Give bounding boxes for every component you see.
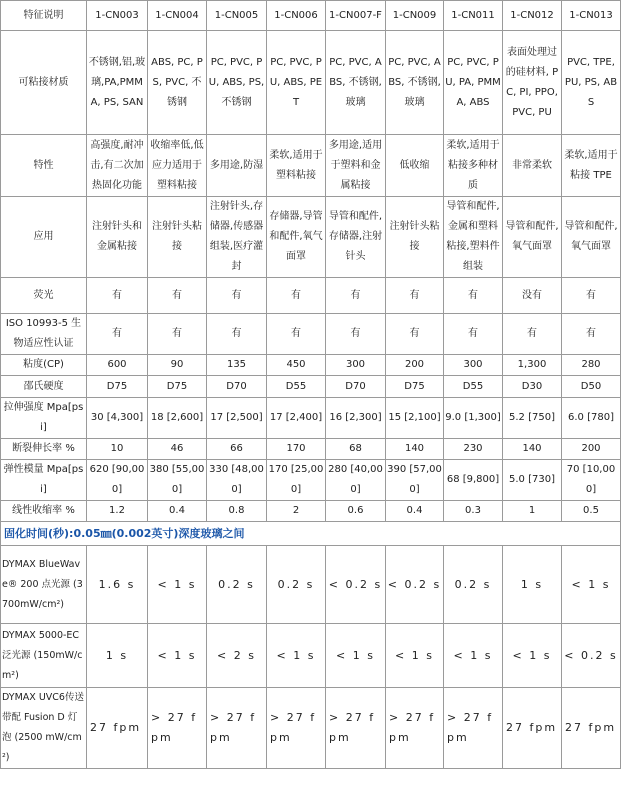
cure-time-value: 1 s [503, 546, 562, 624]
property-value: 300 [444, 355, 503, 376]
property-value: 非常柔软 [503, 135, 562, 197]
property-value: 17 [2,400] [267, 398, 326, 439]
property-value: PC, PVC, ABS, 不锈钢,玻璃 [386, 31, 444, 135]
cure-time-value: > 27 fpm [148, 688, 207, 769]
property-value: 表面处理过的硅材料, PC, PI, PPO, PVC, PU [503, 31, 562, 135]
property-value: 30 [4,300] [87, 398, 148, 439]
property-value: 280 [40,000] [326, 460, 386, 501]
property-value: ABS, PC, PS, PVC, 不锈钢 [148, 31, 207, 135]
product-code: 1-CN004 [148, 1, 207, 31]
property-value: 导管和配件,金属和塑料粘接,塑料件组装 [444, 197, 503, 278]
property-row [1, 278, 621, 314]
property-value: 450 [267, 355, 326, 376]
property-value: 380 [55,000] [148, 460, 207, 501]
property-value: 多用途,防湿 [207, 135, 267, 197]
property-value: D75 [87, 376, 148, 398]
cure-time-value: < 0.2 s [386, 546, 444, 624]
property-value: 多用途,适用于塑料和金属粘接 [326, 135, 386, 197]
light-source-label: DYMAX BlueWave® 200 点光源 (3700mW/cm²) [1, 546, 87, 624]
product-code: 1-CN005 [207, 1, 267, 31]
product-code: 1-CN011 [444, 1, 503, 31]
cure-time-value: < 1 s [562, 546, 621, 624]
property-value: 有 [562, 278, 621, 314]
cure-time-value: > 27 fpm [444, 688, 503, 769]
property-value: 17 [2,500] [207, 398, 267, 439]
product-code: 1-CN007-F [326, 1, 386, 31]
cure-time-value: < 2 s [207, 624, 267, 688]
property-value: 330 [48,000] [207, 460, 267, 501]
product-code: 1-CN009 [386, 1, 444, 31]
property-value: 导管和配件,氧气面罩 [503, 197, 562, 278]
property-value: 620 [90,000] [87, 460, 148, 501]
property-value: 柔软,适用于塑料粘接 [267, 135, 326, 197]
property-value: D55 [267, 376, 326, 398]
property-value: 有 [326, 314, 386, 355]
property-value: PC, PVC, PU, ABS, PET [267, 31, 326, 135]
property-value: 46 [148, 439, 207, 460]
cure-time-value: < 1 s [148, 546, 207, 624]
property-row [1, 501, 621, 522]
property-value: 柔软,适用于粘接多种材质 [444, 135, 503, 197]
property-value: 15 [2,100] [386, 398, 444, 439]
property-value: 16 [2,300] [326, 398, 386, 439]
property-label: ISO 10993-5 生物适应性认证 [1, 314, 87, 355]
property-value: 注射针头粘接 [148, 197, 207, 278]
property-value: 有 [207, 314, 267, 355]
cure-time-value: 27 fpm [87, 688, 148, 769]
property-label: 弹性模量 Mpa[psi] [1, 460, 87, 501]
property-value: 1,300 [503, 355, 562, 376]
light-source-label: DYMAX UVC6传送带配 Fusion D 灯泡 (2500 mW/cm²) [1, 688, 87, 769]
property-value: 有 [148, 314, 207, 355]
cure-time-value: 0.2 s [267, 546, 326, 624]
product-code: 1-CN012 [503, 1, 562, 31]
property-label: 特性 [1, 135, 87, 197]
property-value: 0.4 [386, 501, 444, 522]
property-value: D55 [444, 376, 503, 398]
cure-time-value: 1.6 s [87, 546, 148, 624]
property-label: 荧光 [1, 278, 87, 314]
property-value: 注射针头粘接 [386, 197, 444, 278]
property-value: D30 [503, 376, 562, 398]
property-value: 140 [503, 439, 562, 460]
property-value: 有 [444, 314, 503, 355]
cure-time-value: > 27 fpm [386, 688, 444, 769]
property-value: 有 [386, 278, 444, 314]
property-value: 1 [503, 501, 562, 522]
property-value: 390 [57,000] [386, 460, 444, 501]
property-value: PC, PVC, PU, PA, PMMA, ABS [444, 31, 503, 135]
cure-time-value: < 1 s [503, 624, 562, 688]
cure-time-value: < 1 s [326, 624, 386, 688]
property-value: 有 [386, 314, 444, 355]
property-value: 有 [87, 278, 148, 314]
property-value: PC, PVC, ABS, 不锈钢, 玻璃 [326, 31, 386, 135]
property-value: 0.3 [444, 501, 503, 522]
property-value: 收缩率低,低应力适用于塑料粘接 [148, 135, 207, 197]
property-value: D75 [148, 376, 207, 398]
property-value: 有 [87, 314, 148, 355]
cure-time-banner: 固化时间(秒):0.05㎜(0.002英寸)深度玻璃之间 [1, 522, 621, 546]
property-row [1, 355, 621, 376]
property-value: 170 [267, 439, 326, 460]
property-value: 230 [444, 439, 503, 460]
property-value: 280 [562, 355, 621, 376]
property-value: 0.8 [207, 501, 267, 522]
header-label: 特征说明 [1, 1, 87, 31]
cure-time-value: < 1 s [267, 624, 326, 688]
property-value: 导管和配件,氧气面罩 [562, 197, 621, 278]
light-source-label: DYMAX 5000-EC 泛光源 (150mW/cm²) [1, 624, 87, 688]
property-value: 5.0 [730] [503, 460, 562, 501]
property-value: 有 [267, 314, 326, 355]
property-value: 600 [87, 355, 148, 376]
property-value: 柔软,适用于粘接 TPE [562, 135, 621, 197]
property-value: 不锈钢,铝,玻璃,PA,PMMA, PS, SAN [87, 31, 148, 135]
property-value: 170 [25,000] [267, 460, 326, 501]
light-source-row [1, 546, 621, 624]
property-value: 没有 [503, 278, 562, 314]
cure-time-banner-row [1, 522, 621, 546]
product-code: 1-CN003 [87, 1, 148, 31]
property-value: PC, PVC, PU, ABS, PS,不锈钢 [207, 31, 267, 135]
property-value: D70 [207, 376, 267, 398]
property-value: PVC, TPE, PU, PS, ABS [562, 31, 621, 135]
property-label: 邵氏硬度 [1, 376, 87, 398]
property-value: 135 [207, 355, 267, 376]
property-label: 应用 [1, 197, 87, 278]
cure-time-value: < 1 s [444, 624, 503, 688]
property-value: 有 [148, 278, 207, 314]
property-label: 线性收缩率 % [1, 501, 87, 522]
property-value: 1.2 [87, 501, 148, 522]
property-value: 18 [2,600] [148, 398, 207, 439]
property-label: 可粘接材质 [1, 31, 87, 135]
property-value: 300 [326, 355, 386, 376]
property-value: D75 [386, 376, 444, 398]
cure-time-value: < 1 s [386, 624, 444, 688]
product-code: 1-CN013 [562, 1, 621, 31]
property-value: D50 [562, 376, 621, 398]
cure-time-value: > 27 fpm [326, 688, 386, 769]
property-value: 68 [326, 439, 386, 460]
property-value: 注射针头,存储器,传感器组装,医疗灌封 [207, 197, 267, 278]
property-row [1, 314, 621, 355]
property-value: 导管和配件,存储器,注射针头 [326, 197, 386, 278]
property-label: 断裂伸长率 % [1, 439, 87, 460]
property-value: 200 [386, 355, 444, 376]
property-value: 2 [267, 501, 326, 522]
property-value: 有 [267, 278, 326, 314]
property-value: 存储器,导管和配件,氧气面罩 [267, 197, 326, 278]
property-value: 5.2 [750] [503, 398, 562, 439]
property-value: 140 [386, 439, 444, 460]
property-row [1, 197, 621, 278]
property-value: 6.0 [780] [562, 398, 621, 439]
header-row [1, 1, 621, 31]
cure-time-value: 1 s [87, 624, 148, 688]
cure-time-value: < 1 s [148, 624, 207, 688]
property-row [1, 439, 621, 460]
cure-time-value: > 27 fpm [207, 688, 267, 769]
property-value: 有 [562, 314, 621, 355]
property-value: D70 [326, 376, 386, 398]
property-value: 注射针头和金属粘接 [87, 197, 148, 278]
property-value: 66 [207, 439, 267, 460]
product-code: 1-CN006 [267, 1, 326, 31]
property-value: 有 [207, 278, 267, 314]
property-value: 68 [9,800] [444, 460, 503, 501]
property-value: 低收缩 [386, 135, 444, 197]
property-value: 高强度,耐冲击,有二次加热固化功能 [87, 135, 148, 197]
cure-time-value: 0.2 s [207, 546, 267, 624]
cure-time-value: 0.2 s [444, 546, 503, 624]
light-source-row [1, 624, 621, 688]
property-value: 有 [326, 278, 386, 314]
light-source-row [1, 688, 621, 769]
property-row [1, 135, 621, 197]
property-value: 有 [444, 278, 503, 314]
property-value: 70 [10,000] [562, 460, 621, 501]
property-value: 0.4 [148, 501, 207, 522]
property-value: 200 [562, 439, 621, 460]
cure-time-value: > 27 fpm [267, 688, 326, 769]
property-value: 90 [148, 355, 207, 376]
property-value: 0.6 [326, 501, 386, 522]
cure-time-value: 27 fpm [503, 688, 562, 769]
property-label: 粘度(CP) [1, 355, 87, 376]
property-value: 有 [503, 314, 562, 355]
cure-time-value: 27 fpm [562, 688, 621, 769]
property-row [1, 460, 621, 501]
property-label: 拉伸强度 Mpa[psi] [1, 398, 87, 439]
property-value: 9.0 [1,300] [444, 398, 503, 439]
property-row [1, 31, 621, 135]
cure-time-value: < 0.2 s [326, 546, 386, 624]
property-value: 0.5 [562, 501, 621, 522]
property-row [1, 376, 621, 398]
property-value: 10 [87, 439, 148, 460]
cure-time-value: < 0.2 s [562, 624, 621, 688]
property-row [1, 398, 621, 439]
